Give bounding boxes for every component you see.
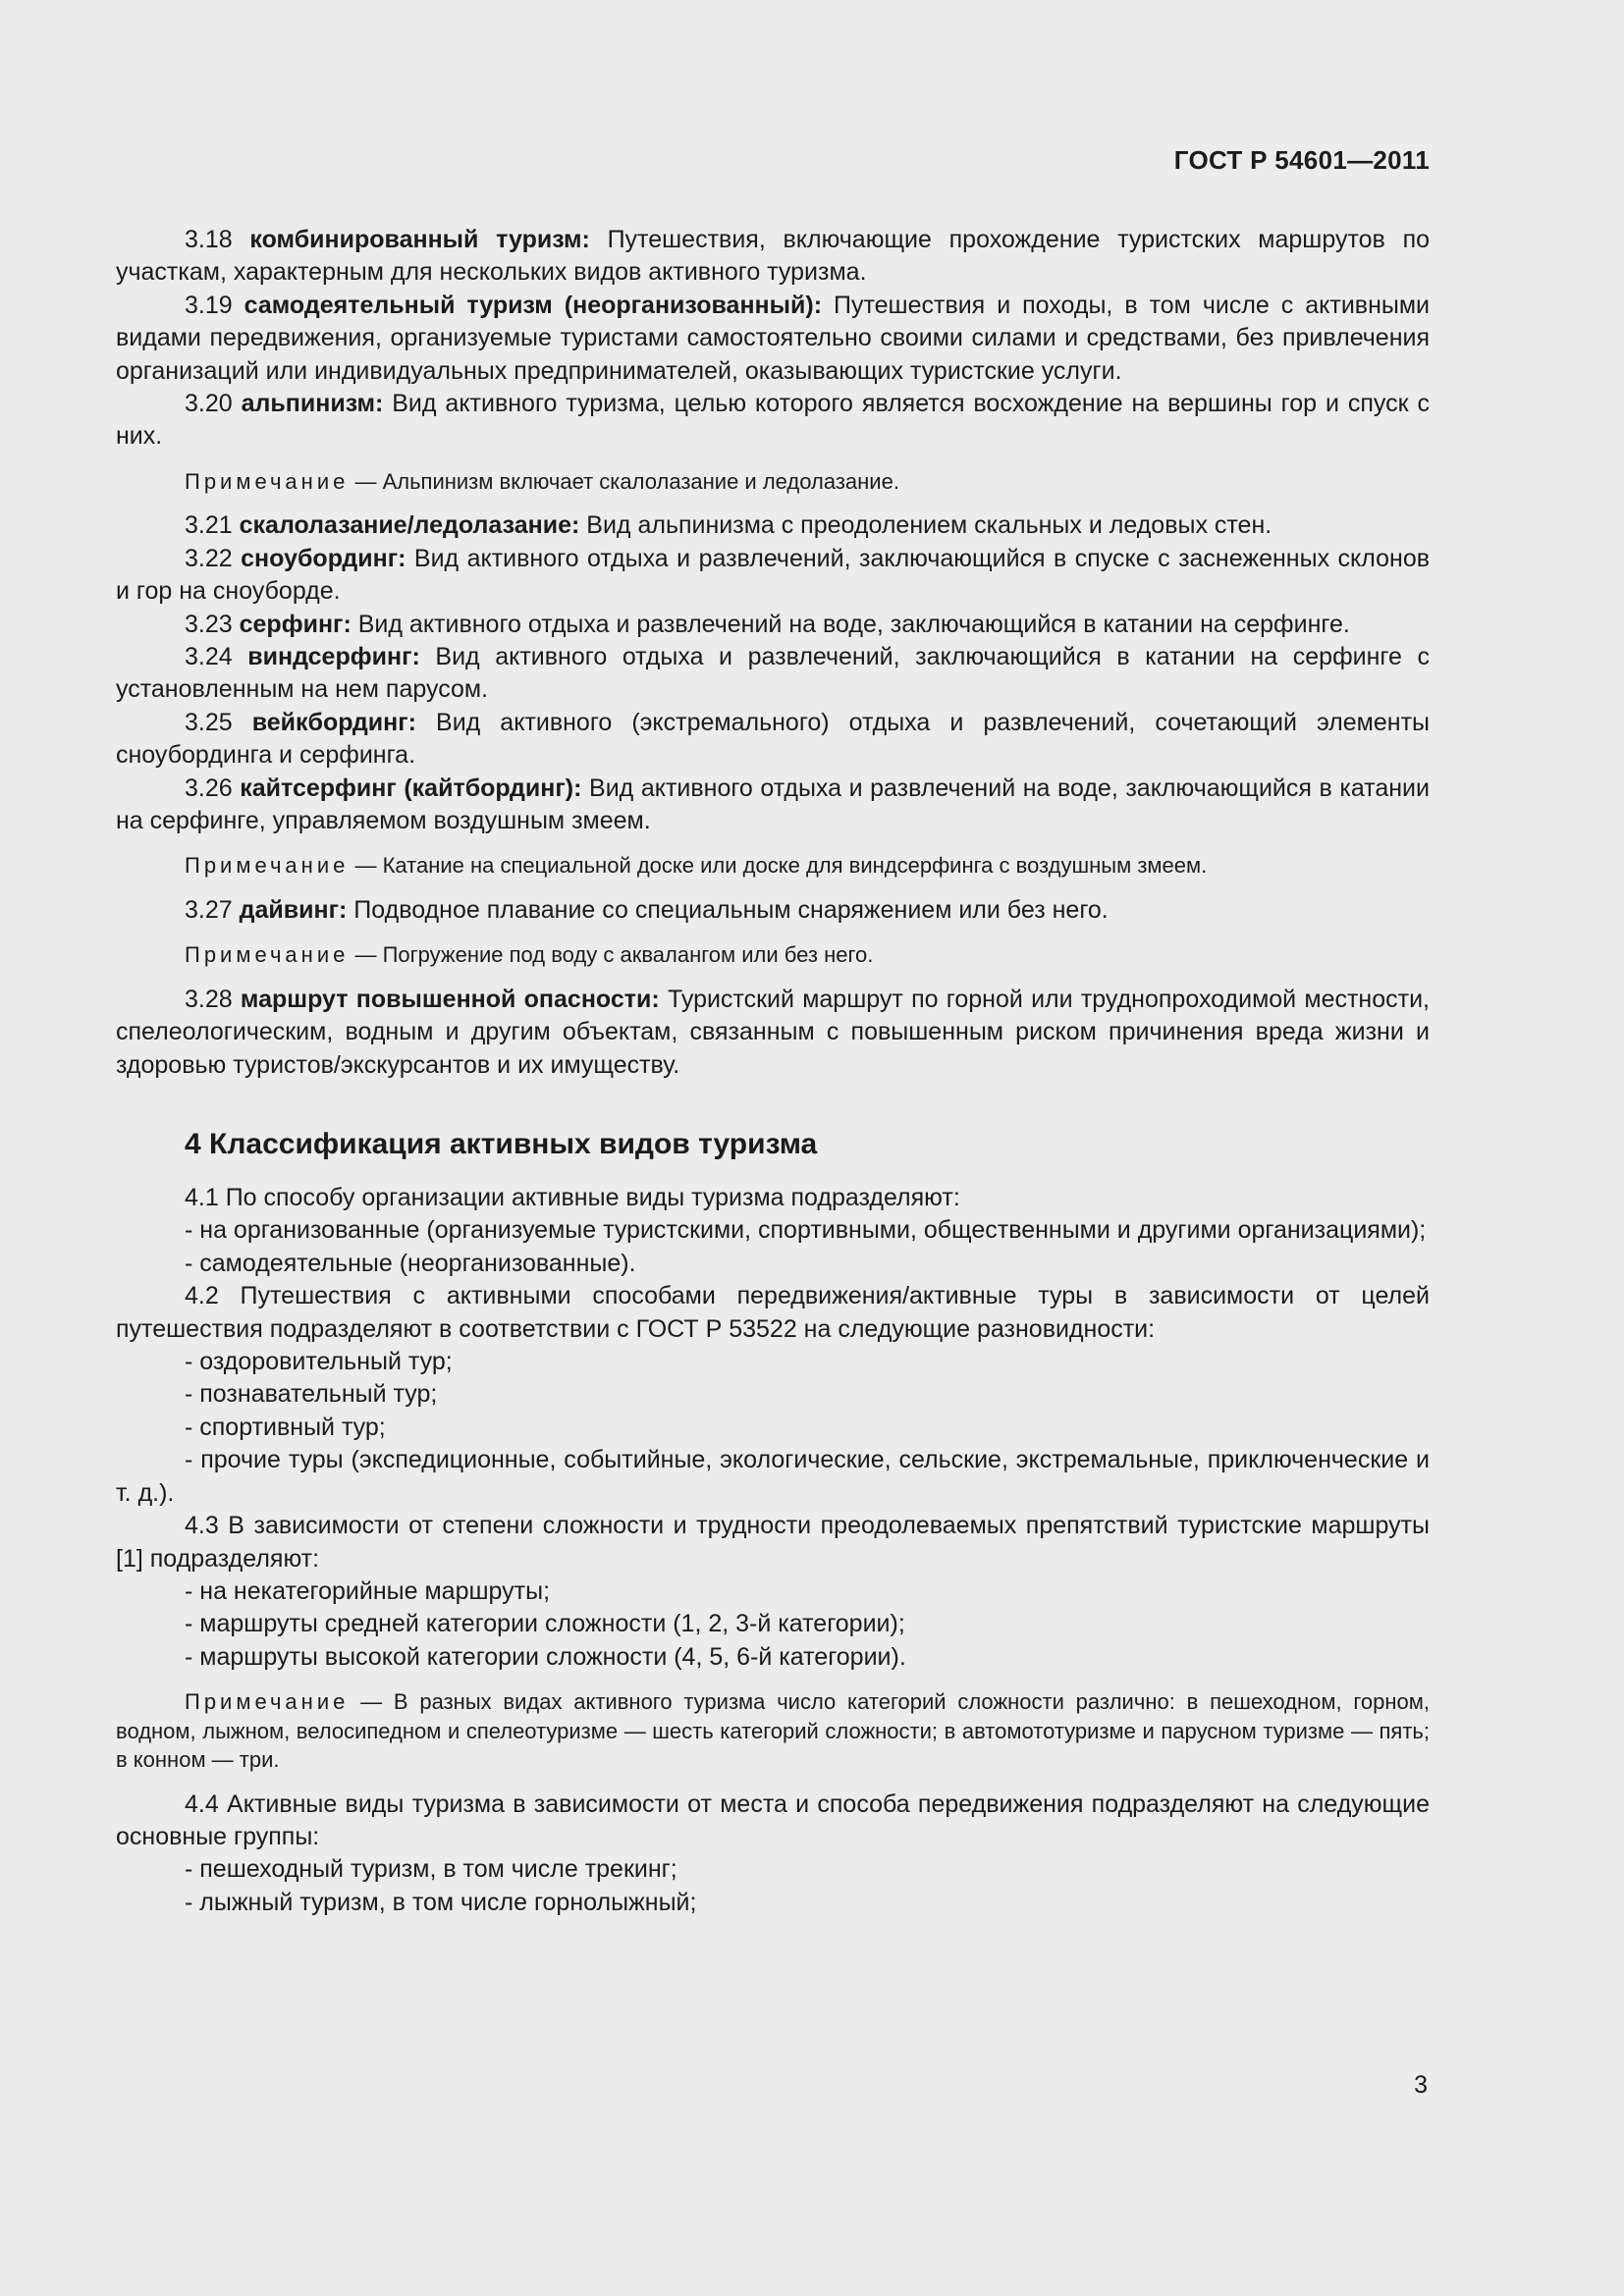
term-definition: 3.19 самодеятельный туризм (неорганизованный): Путешествия и походы, в том числе с активными видами передвижения, организуемые туристами самостоятельно своими силами и средствами, без привлечения организаций или индивидуальных предпринимателей, оказывающих туристские услуги. — [116, 291, 1430, 385]
term-definition: 3.27 дайвинг: Подводное плавание со специальным снаряжением или без него. — [185, 895, 1109, 924]
list-item: - пешеходный туризм, в том числе трекинг; — [185, 1855, 677, 1884]
term-definition: 3.18 комбинированный туризм: Путешествия, включающие прохождение туристских маршрутов по участкам, характерным для нескольких видов активного туризма. — [116, 226, 1431, 287]
note: Примечание — Катание на специальной доске или доске для виндсерфинга с воздушным змеем. — [185, 853, 1208, 879]
note-label: Примечание — [185, 853, 350, 879]
section-heading: 4 Классификация активных видов туризма — [185, 1128, 818, 1161]
list-item: - маршруты высокой категории сложности (4, 5, 6-й категории). — [185, 1642, 906, 1671]
term-definition: 3.21 скалолазание/ледолазание: Вид альпинизма с преодолением скальных и ледовых стен. — [185, 511, 1272, 540]
list-item: - прочие туры (экспедиционные, событийные, экологические, сельские, экстремальные, приключенческие и т. д.). — [116, 1446, 1430, 1507]
note-label: Примечание — [185, 1689, 350, 1715]
list-item: - познавательный тур; — [185, 1380, 438, 1409]
term-name: вейкбординг: — [251, 708, 416, 736]
paragraph: 4.4 Активные виды туризма в зависимости от места и способа передвижения подразделяют на следующие основные группы: — [116, 1789, 1430, 1851]
note-label: Примечание — [185, 468, 350, 494]
term-name: маршрут повышенной опасности: — [240, 985, 660, 1013]
term-name: сноубординг: — [241, 544, 406, 572]
note-label: Примечание — [185, 942, 350, 968]
list-item: - оздоровительный тур; — [185, 1348, 453, 1376]
list-item: - спортивный тур; — [185, 1413, 386, 1441]
note: Примечание — Альпинизм включает скалолазание и ледолазание. — [185, 468, 899, 494]
term-name: серфинг: — [239, 610, 352, 638]
term-definition: 3.26 кайтсерфинг (кайтбординг): Вид активного отдыха и развлечений на воде, заключающийся в катании на серфинге, управляемом воздушным змеем. — [116, 774, 1430, 834]
paragraph: 4.1 По способу организации активные виды туризма подразделяют: — [185, 1184, 960, 1212]
term-name: дайвинг: — [239, 895, 348, 924]
document-id-header: ГОСТ Р 54601—2011 — [1173, 145, 1430, 175]
term-name: альпинизм: — [241, 390, 384, 418]
document-body — [116, 224, 1430, 1919]
term-name: кайтсерфинг (кайтбординг): — [240, 774, 582, 802]
list-item: - маршруты средней категории сложности (1, 2, 3-й категории); — [185, 1610, 905, 1638]
list-item: - на организованные (организуемые туристскими, спортивными, общественными и другими организациями); — [185, 1216, 1427, 1245]
page-number: 3 — [1414, 2071, 1428, 2099]
term-definition: 3.25 вейкбординг: Вид активного (экстремального) отдыха и развлечений, сочетающий элементы сноубординга и серфинга. — [116, 708, 1430, 770]
term-definition: 3.20 альпинизм: Вид активного туризма, целью которого является восхождение на вершины гор и спуск с них. — [116, 390, 1430, 451]
term-definition: 3.24 виндсерфинг: Вид активного отдыха и развлечений, заключающийся в катании на серфинге с установленным на нем парусом. — [116, 642, 1430, 704]
paragraph: 4.2 Путешествия с активными способами передвижения/активные туры в зависимости от целей путешествия подразделяют в соответствии с ГОСТ Р 53522 на следующие разновидности: — [116, 1282, 1430, 1343]
term-name: комбинированный туризм: — [249, 226, 590, 253]
list-item: - лыжный туризм, в том числе горнолыжный; — [185, 1888, 697, 1916]
paragraph: 4.3 В зависимости от степени сложности и трудности преодолеваемых препятствий туристские маршруты [1] подразделяют: — [116, 1512, 1430, 1573]
note: Примечание — Погружение под воду с аквалангом или без него. — [185, 942, 874, 968]
term-definition: 3.22 сноубординг: Вид активного отдыха и развлечений, заключающийся в спуске с заснеженных склонов и гор на сноуборде. — [116, 544, 1431, 606]
term-definition: 3.28 маршрут повышенной опасности: Туристский маршрут по горной или труднопроходимой местности, спелеологическим, водным и другим объектам, связанным с повышенным риском причинения вреда жизни и здоровью туристов/экскурсантов и их имуществу. — [116, 985, 1430, 1079]
term-definition: 3.23 серфинг: Вид активного отдыха и развлечений на воде, заключающийся в катании на серфинге. — [185, 610, 1350, 638]
term-name: самодеятельный туризм (неорганизованный): — [244, 291, 823, 319]
term-name: скалолазание/ледолазание: — [239, 511, 580, 540]
note: Примечание — В разных видах активного туризма число категорий сложности различно: в пешеходном, горном, водном, лыжном, велосипедном и спелеотуризме — шесть категорий сложности; в автомототуризме и парусном туризме — пять; в конном — три. — [116, 1689, 1430, 1773]
term-name: виндсерфинг: — [247, 642, 420, 670]
list-item: - самодеятельные (неорганизованные). — [185, 1249, 636, 1277]
list-item: - на некатегорийные маршруты; — [185, 1576, 551, 1605]
